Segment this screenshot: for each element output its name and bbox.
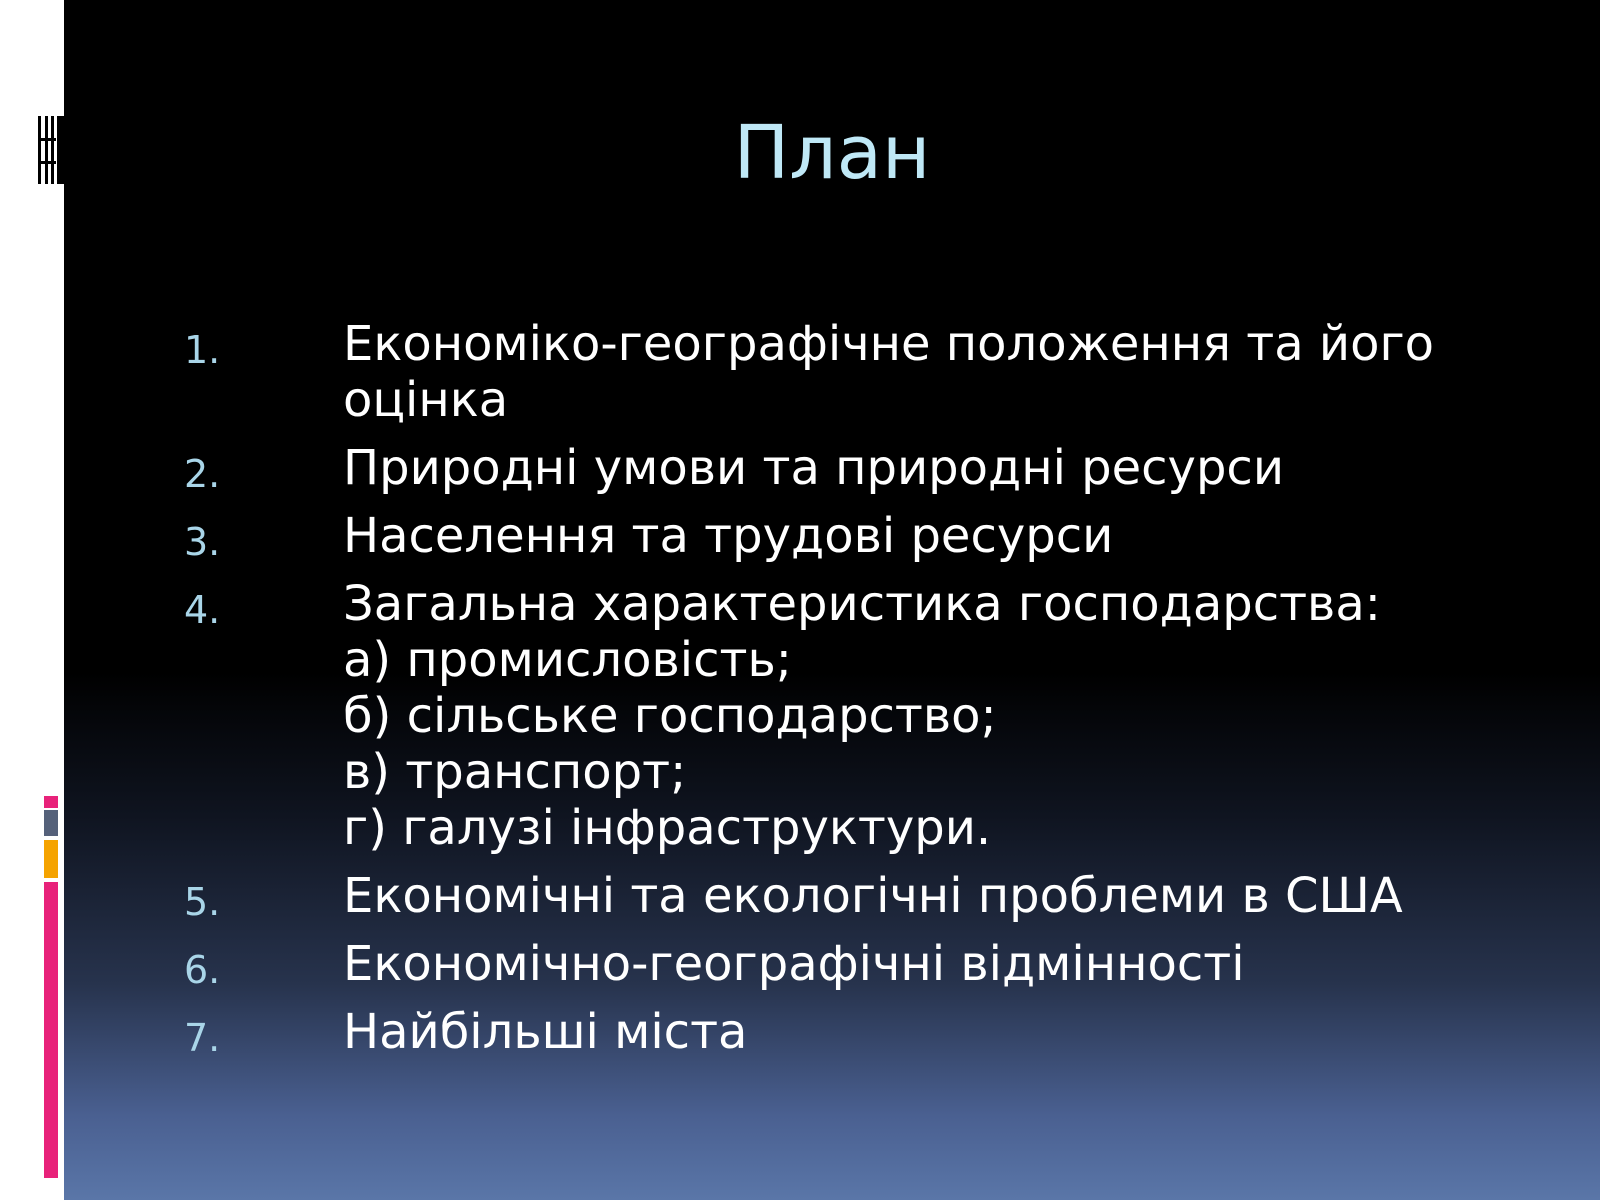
list-item (184, 1004, 1444, 1060)
list-item (184, 576, 1444, 856)
slide (64, 0, 1600, 1200)
list-item (184, 316, 1444, 428)
slide-title: План (733, 110, 931, 196)
list-item (184, 440, 1444, 496)
item-number: 2. (184, 452, 221, 496)
item-text: Економічні та екологічні проблеми в США (343, 868, 1403, 924)
item-number: 5. (184, 880, 221, 924)
item-text: Економіко-географічне положення та його оцінка (343, 316, 1435, 428)
item-text: Найбільші міста (343, 1004, 748, 1060)
item-number: 1. (184, 328, 221, 372)
item-number: 4. (184, 588, 221, 632)
item-number: 7. (184, 1016, 221, 1060)
item-text: Загальна характеристика господарства: а) промисловість; б) сільське господарство; в) транспорт; г) галузі інфраструктури. (343, 576, 1381, 856)
accent-bar-pink-top (44, 796, 58, 808)
item-text: Природні умови та природні ресурси (343, 440, 1285, 496)
accent-bar-gray (44, 810, 58, 836)
item-text: Економічно-географічні відмінності (343, 936, 1245, 992)
item-number: 6. (184, 948, 221, 992)
accent-bar-orange (44, 840, 58, 878)
list-item (184, 868, 1444, 924)
plan-list (184, 316, 1444, 1072)
grid-ornament (38, 116, 64, 184)
item-text: Населення та трудові ресурси (343, 508, 1114, 564)
list-item (184, 936, 1444, 992)
list-item (184, 508, 1444, 564)
item-number: 3. (184, 520, 221, 564)
accent-bar-pink (44, 882, 58, 1178)
